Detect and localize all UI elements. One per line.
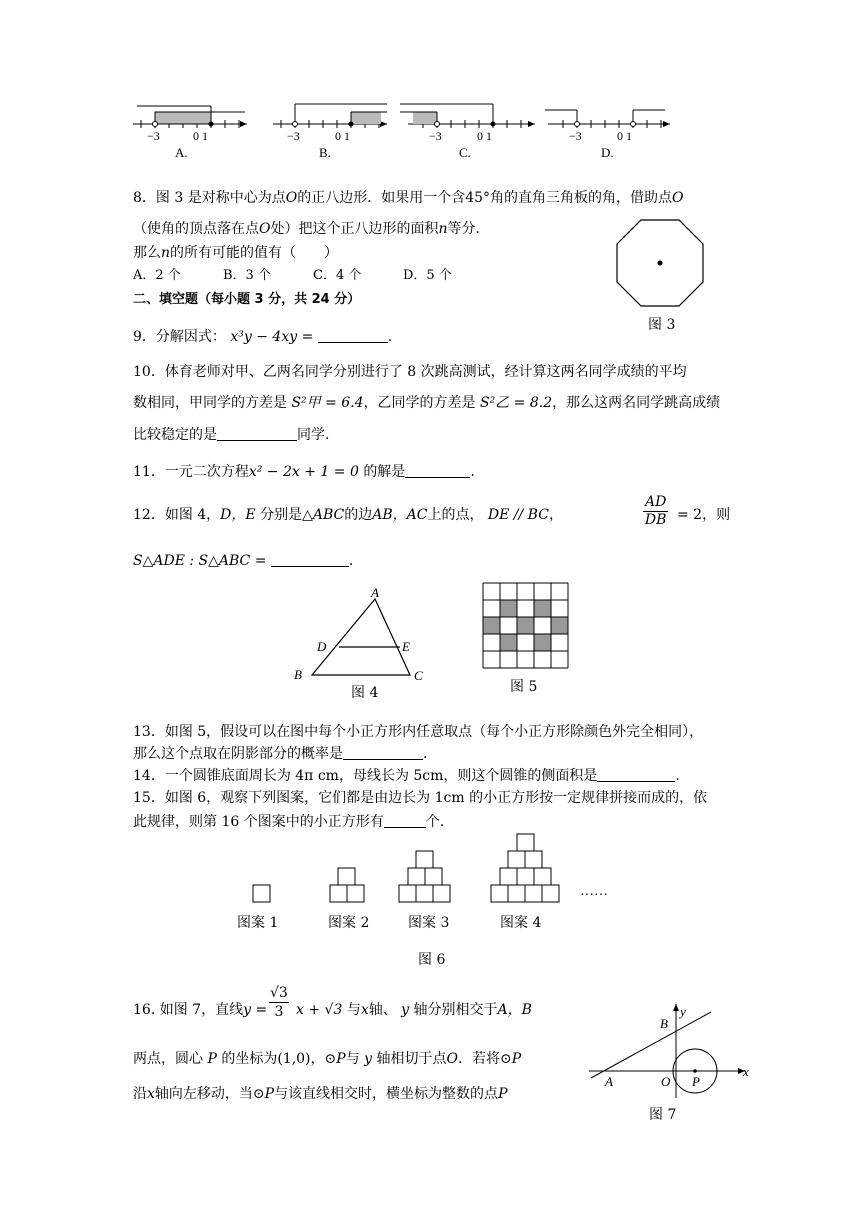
q9-answer-blank[interactable] [318,328,388,343]
fig6-label-1: 图案 1 [237,915,279,931]
svg-text:−3: −3 [429,129,442,143]
fig6-label-2: 图案 2 [328,915,370,931]
q8-line2: （使角的顶点落在点O处）把这个正八边形的面积n等分． [133,221,490,237]
option-b-label: B. [319,145,331,160]
fig6-label-4: 图案 4 [500,915,542,931]
option-a-label: A. [175,145,188,160]
q16-line1-rest: x + √3 与x轴、 y 轴分别相交于A，B [296,1002,532,1018]
svg-text:C: C [414,668,423,683]
center-point [658,261,663,266]
fig3-caption: 图 3 [648,317,676,333]
fig6-label-3: 图案 3 [408,915,450,931]
svg-text:y: y [680,1004,686,1019]
svg-text:−3: −3 [569,129,582,143]
q8-line1: 8．图 3 是对称中心为点O的正八边形．如果用一个含45°角的直角三角板的角，借助点O [133,190,684,206]
q13-line2: 那么这个点取在阴影部分的概率是 . [133,746,428,762]
svg-text:−3: −3 [287,129,300,143]
fig4-caption: 图 4 [351,685,379,701]
option-a-number-line [133,106,247,160]
fig6-caption: 图 6 [418,952,446,968]
fig6-patterns [240,830,620,910]
svg-text:−3: −3 [147,129,160,143]
q15-line1: 15．如图 6，观察下列图案，它们都是由边长为 1cm 的小正方形按一定规律拼接而成的，依 [133,790,708,806]
q9: 9．分解因式： x³y − 4xy = . [133,329,393,345]
svg-text:B: B [294,667,302,682]
q8-options: A．2 个 B．3 个 C．4 个 D．5 个 [133,268,452,283]
fig5-grid [481,581,573,673]
q14-answer-blank[interactable] [597,767,675,782]
q12-line1: 12．如图 4，D，E 分别是△ABC的边AB，AC上的点， DE // BC， [133,507,563,523]
svg-text:0 1: 0 1 [477,129,492,143]
q16-fraction: √3 3 [270,985,288,1020]
svg-text:D: D [317,639,327,654]
svg-text:P: P [692,1074,700,1089]
q10-line1: 10．体育老师对甲、乙两名同学分别进行了 8 次跳高测试，经计算这两名同学成绩的平均 [133,364,687,380]
q11-answer-blank[interactable] [405,463,470,478]
fig7-coordinate-diagram [585,1000,755,1100]
option-d-label: D. [601,145,614,160]
fig3-octagon [615,218,705,308]
option-c-label: C. [459,145,471,160]
q8-line3: 那么n的所有可能的值有（ ） [133,245,339,261]
q7-number-lines [125,100,685,170]
q12-line2: S△ADE : S△ABC = . [133,553,354,569]
q16-line2: 两点，圆心 P 的坐标为(1,0)，⊙P与 y 轴相切于点O．若将⊙P [133,1051,522,1067]
svg-text:0 1: 0 1 [617,129,632,143]
q13-line1: 13．如图 5，假设可以在图中每个小正方形内任意取点（每个小正方形除颜色外完全相同）， [133,724,704,740]
svg-text:0 1: 0 1 [193,129,208,143]
q15-answer-blank[interactable] [384,813,426,828]
svg-text:0 1: 0 1 [335,129,350,143]
q16-line1: 16. 如图 7，直线y = [133,1002,268,1018]
svg-text:……: …… [580,884,608,899]
q16-line3: 沿x轴向左移动，当⊙P与该直线相交时，横坐标为整数的点P [133,1086,508,1102]
q12-tail: = 2，则 [677,507,731,523]
q12-fraction: AD DB [644,494,667,528]
svg-text:O: O [661,1074,671,1089]
fig4-triangle [285,585,435,685]
q11: 11．一元二次方程x² − 2x + 1 = 0 的解是 . [133,464,475,480]
svg-text:A: A [605,1074,613,1089]
svg-text:E: E [402,639,410,654]
q10-line2: 数相同，甲同学的方差是 S²甲 = 6.4，乙同学的方差是 S²乙 = 8.2，那么这两名同学跳高成绩 [133,395,721,411]
q13-answer-blank[interactable] [343,745,423,760]
svg-text:A: A [371,585,379,600]
option-b-number-line [273,104,387,160]
fig5-caption: 图 5 [510,679,538,695]
q10-line3: 比较稳定的是 同学. [133,427,330,443]
svg-text:x: x [743,1064,749,1079]
q15-line2: 此规律，则第 16 个图案中的小正方形有 个. [133,814,445,830]
section-heading: 二、填空题（每小题 3 分，共 24 分） [133,292,361,307]
q14: 14．一个圆锥底面周长为 4π cm，母线长为 5cm，则这个圆锥的侧面积是 . [133,768,680,784]
option-d-number-line [545,110,670,160]
svg-text:B: B [660,1016,668,1031]
fig7-caption: 图 7 [649,1107,677,1123]
q12-answer-blank[interactable] [271,552,349,567]
option-c-number-line [400,104,535,160]
q10-answer-blank[interactable] [217,426,297,441]
